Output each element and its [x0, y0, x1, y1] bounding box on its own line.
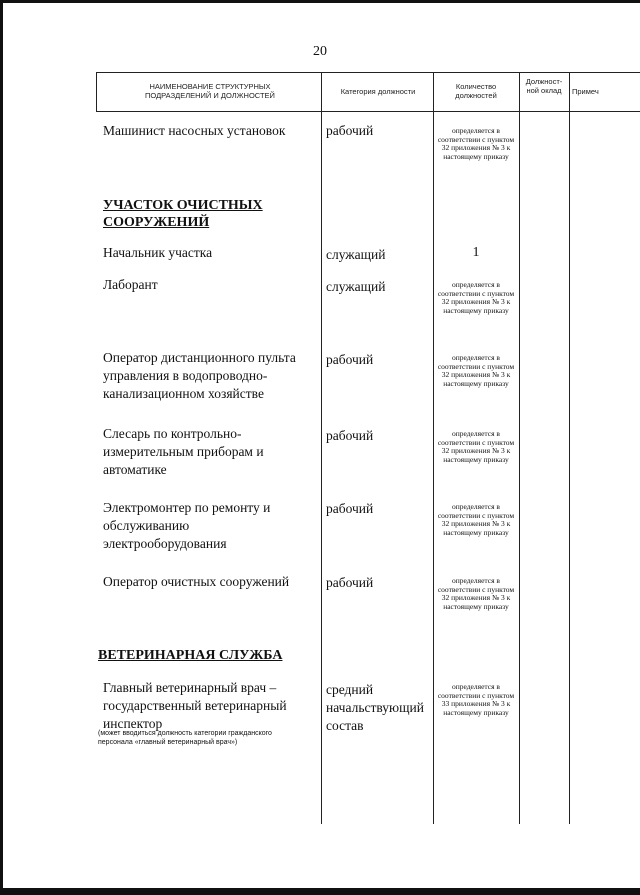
column-divider-2 [433, 72, 434, 824]
position-category: рабочий [326, 428, 374, 443]
scan-border-bottom [0, 888, 640, 895]
position-category: рабочий [326, 501, 374, 516]
page-number: 20 [313, 44, 327, 59]
table-left-border [96, 72, 97, 111]
position-name: Машинист насосных установок [103, 123, 286, 138]
position-category: служащий [326, 247, 386, 262]
position-name: Оператор дистанционного пульта управления в водопроводно-канализационном хозяйстве [103, 350, 296, 401]
position-category: рабочий [326, 123, 374, 138]
header-category-column: Категория должности [340, 87, 416, 96]
column-divider-3 [519, 72, 520, 824]
header-name-column: НАИМЕНОВАНИЕ СТРУКТУРНЫХ ПОДРАЗДЕЛЕНИЙ И ДОЛЖНОСТЕЙ [145, 82, 275, 100]
section-heading: ВЕТЕРИНАРНАЯ СЛУЖБА [98, 648, 283, 663]
position-category: рабочий [326, 575, 374, 590]
section-heading: УЧАСТОК ОЧИСТНЫХ СООРУЖЕНИЙ [103, 198, 263, 230]
position-quantity: определяется в соответствии с пунктом 32 приложения № 3 к настоящему приказу [437, 429, 515, 464]
position-name: Слесарь по контрольно-измерительным приборам и автоматике [103, 426, 264, 477]
position-category: средний начальствующий состав [326, 682, 424, 733]
scan-border-top [0, 0, 640, 3]
position-quantity: определяется в соответствии с пунктом 32 приложения № 3 к настоящему приказу [437, 576, 515, 611]
position-category: рабочий [326, 352, 374, 367]
position-category: служащий [326, 279, 386, 294]
scan-border-left [0, 0, 3, 895]
column-divider-1 [321, 72, 322, 824]
column-divider-4 [569, 72, 570, 824]
position-quantity: 1 [472, 245, 480, 260]
position-quantity: определяется в соответствии с пунктом 32 приложения № 3 к настоящему приказу [437, 353, 515, 388]
header-bottom-border [96, 111, 640, 112]
header-note-column: Примеч [572, 87, 599, 96]
header-salary-column: Должност-ной оклад [525, 77, 563, 95]
position-name: Главный ветеринарный врач – государственный ветеринарный инспектор [103, 680, 287, 731]
position-quantity: определяется в соответствии с пунктом 32 приложения № 3 к настоящему приказу [437, 280, 515, 315]
table-top-border [96, 72, 640, 73]
position-name: Начальник участка [103, 245, 213, 260]
position-quantity: определяется в соответствии с пунктом 32 приложения № 3 к настоящему приказу [437, 502, 515, 537]
position-name: Лаборант [103, 277, 158, 292]
position-quantity: определяется в соответствии с пунктом 33 приложения № 3 к настоящему приказу [437, 682, 515, 717]
position-name: Оператор очистных сооружений [103, 574, 290, 589]
position-note: (может вводиться должность категории гражданского персонала «главный ветеринарный врач») [98, 730, 272, 746]
position-quantity: определяется в соответствии с пунктом 32 приложения № 3 к настоящему приказу [437, 126, 515, 161]
position-name: Электромонтер по ремонту и обслуживанию электрооборудования [103, 500, 271, 551]
header-quantity-column: Количество должностей [455, 82, 497, 100]
